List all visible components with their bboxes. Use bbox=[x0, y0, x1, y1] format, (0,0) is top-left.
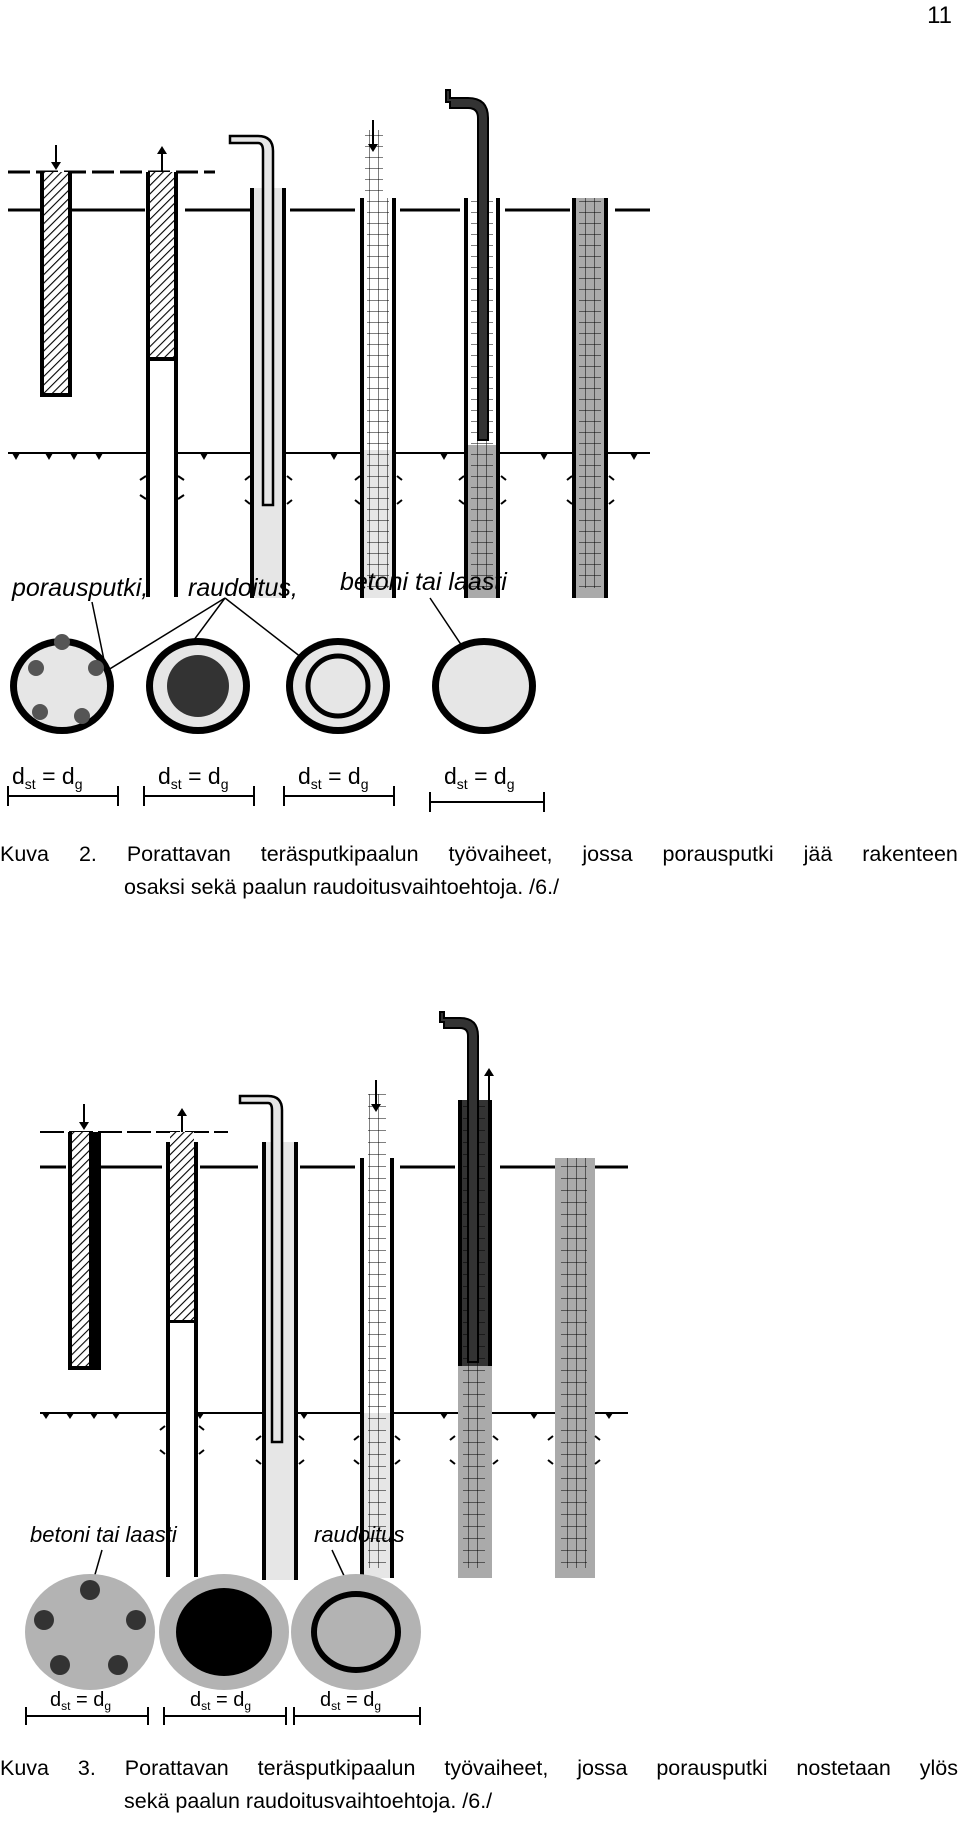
caption-word: jossa bbox=[577, 1756, 628, 1780]
label-concrete: betoni tai laasti bbox=[340, 568, 507, 596]
caption-word: porausputki bbox=[656, 1756, 768, 1780]
label-reinforcement: raudoitus, bbox=[188, 574, 298, 602]
caption-word: työvaiheet, bbox=[448, 842, 553, 866]
svg-text:dst = dg: $d_{st} = d_g$ bbox=[158, 763, 229, 792]
stage-2-auger-lifted bbox=[146, 146, 178, 597]
section-ring-cage bbox=[291, 1574, 421, 1690]
caption-word: Porattavan bbox=[126, 842, 231, 866]
label-concrete: betoni tai laasti bbox=[30, 1522, 177, 1547]
dimension-label-3 bbox=[284, 763, 394, 806]
svg-text:dst = dg: $d_{st} = d_g$ bbox=[444, 763, 515, 792]
section-solid-core bbox=[146, 638, 250, 734]
figure-3 bbox=[0, 1010, 660, 1730]
caption-line-1 bbox=[0, 1752, 958, 1785]
caption-line-2: sekä paalun raudoitusvaihtoehtoja. /6./ bbox=[124, 1789, 493, 1813]
caption-word: Porattavan bbox=[124, 1756, 229, 1780]
stage-1-drilling bbox=[40, 145, 72, 397]
section-ring-cage bbox=[286, 638, 390, 734]
caption-word: Kuva bbox=[0, 842, 50, 866]
stage-6-completed-pile bbox=[555, 1158, 595, 1578]
caption-line-1 bbox=[0, 838, 958, 871]
stage-5-concreting bbox=[446, 90, 500, 598]
caption-word: rakenteen bbox=[862, 842, 958, 866]
stage-4-reinforcement-cage bbox=[360, 120, 396, 598]
section-bars bbox=[10, 634, 114, 734]
caption-word: työvaiheet, bbox=[444, 1756, 549, 1780]
svg-text:dst = dg: $d_{st} = d_g$ bbox=[320, 1689, 382, 1713]
leader-lines bbox=[92, 598, 470, 678]
figure-3-caption bbox=[0, 1752, 958, 1818]
caption-word: teräsputkipaalun bbox=[260, 842, 419, 866]
bedrock-line bbox=[40, 1413, 628, 1419]
caption-word: 3. bbox=[77, 1756, 96, 1780]
caption-word: Kuva bbox=[0, 1756, 50, 1780]
stage-1-drilling bbox=[68, 1104, 101, 1370]
svg-text:dst = dg: $d_{st} = d_g$ bbox=[12, 763, 83, 792]
caption-word: jossa bbox=[582, 842, 633, 866]
caption-word: 2. bbox=[78, 842, 97, 866]
dimension-label-1 bbox=[26, 1689, 148, 1725]
dimension-label-3 bbox=[294, 1689, 420, 1725]
svg-text:dst = dg: $d_{st} = d_g$ bbox=[50, 1689, 112, 1713]
stage-2-auger-lifted bbox=[166, 1108, 198, 1577]
caption-word: teräsputkipaalun bbox=[257, 1756, 416, 1780]
dimension-label-2 bbox=[164, 1689, 286, 1725]
dimension-label-4 bbox=[430, 763, 544, 812]
label-reinforcement: raudoitus bbox=[314, 1522, 405, 1547]
section-plain bbox=[432, 638, 536, 734]
caption-word: porausputki bbox=[662, 842, 774, 866]
svg-text:dst = dg: $d_{st} = d_g$ bbox=[190, 1689, 252, 1713]
figure-2-caption bbox=[0, 838, 958, 904]
bedrock-line bbox=[8, 453, 650, 460]
stage-4-reinforcement-cage bbox=[360, 1080, 394, 1578]
label-casing: porausputki, bbox=[12, 574, 149, 602]
caption-word: ylös bbox=[919, 1756, 958, 1780]
caption-line-2: osaksi sekä paalun raudoitusvaihtoehtoja. /6./ bbox=[124, 875, 560, 899]
stage-6-completed-pile bbox=[572, 198, 608, 598]
stage-3-tremie-pipe bbox=[240, 1096, 298, 1580]
caption-word: jää bbox=[803, 842, 833, 866]
stage-5-casing-pulled bbox=[440, 1012, 494, 1578]
section-bars bbox=[25, 1574, 155, 1690]
stage-3-tremie-pipe bbox=[230, 136, 286, 598]
caption-word: nostetaan bbox=[796, 1756, 891, 1780]
dimension-label-2 bbox=[144, 763, 254, 806]
svg-text:dst = dg: $d_{st} = d_g$ bbox=[298, 763, 369, 792]
section-solid-core bbox=[159, 1574, 289, 1690]
figure-2 bbox=[0, 80, 660, 820]
page-number: 11 bbox=[927, 2, 952, 29]
dimension-label-1 bbox=[8, 763, 118, 806]
